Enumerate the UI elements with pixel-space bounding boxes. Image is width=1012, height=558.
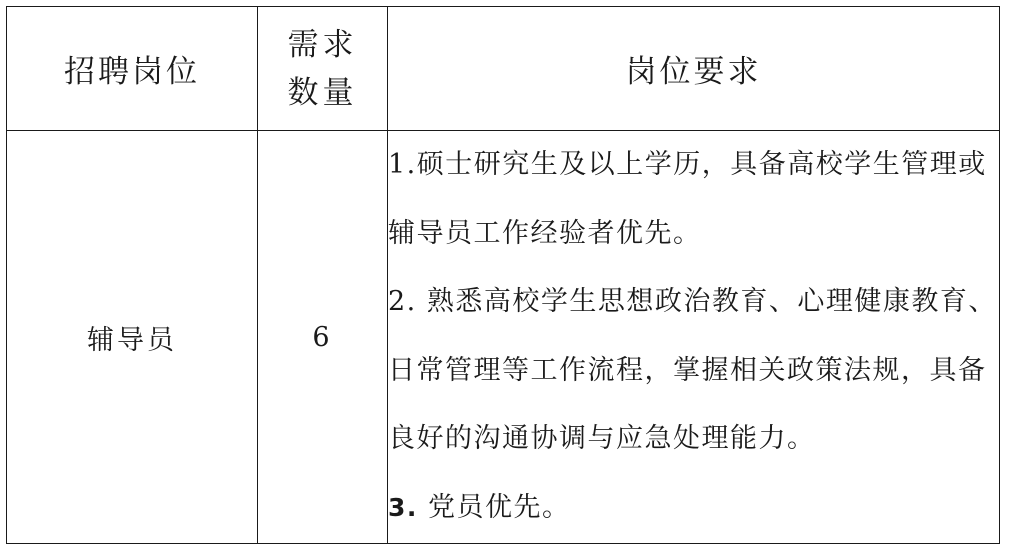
requirement-number: 3.: [388, 492, 418, 522]
requirement-text: 党员优先。: [417, 491, 571, 523]
cell-quantity: 6: [258, 131, 388, 544]
requirement-item: [388, 268, 999, 474]
requirement-text: 硕士研究生及以上学历，具备高校学生管理或辅导员工作经验者优先。: [388, 149, 987, 249]
header-quantity-line2: 数量: [287, 74, 358, 111]
header-position: 招聘岗位: [7, 7, 258, 131]
requirement-number: 2.: [388, 286, 417, 317]
requirement-item: [388, 131, 999, 268]
header-quantity-line1: 需求: [287, 26, 358, 63]
table-header-row: [7, 7, 1000, 131]
table-row: [7, 131, 1000, 544]
header-requirements: 岗位要求: [388, 7, 1000, 131]
requirement-number: 1.: [388, 149, 417, 180]
cell-position: 辅导员: [7, 131, 258, 544]
recruitment-table: [6, 6, 1000, 544]
requirement-item: [388, 474, 999, 543]
header-quantity: [258, 7, 388, 131]
requirement-text: 熟悉高校学生思想政治教育、心理健康教育、日常管理等工作流程，掌握相关政策法规，具备良好的沟通协调与应急处理能力。: [388, 286, 997, 454]
cell-requirements: [388, 131, 1000, 544]
